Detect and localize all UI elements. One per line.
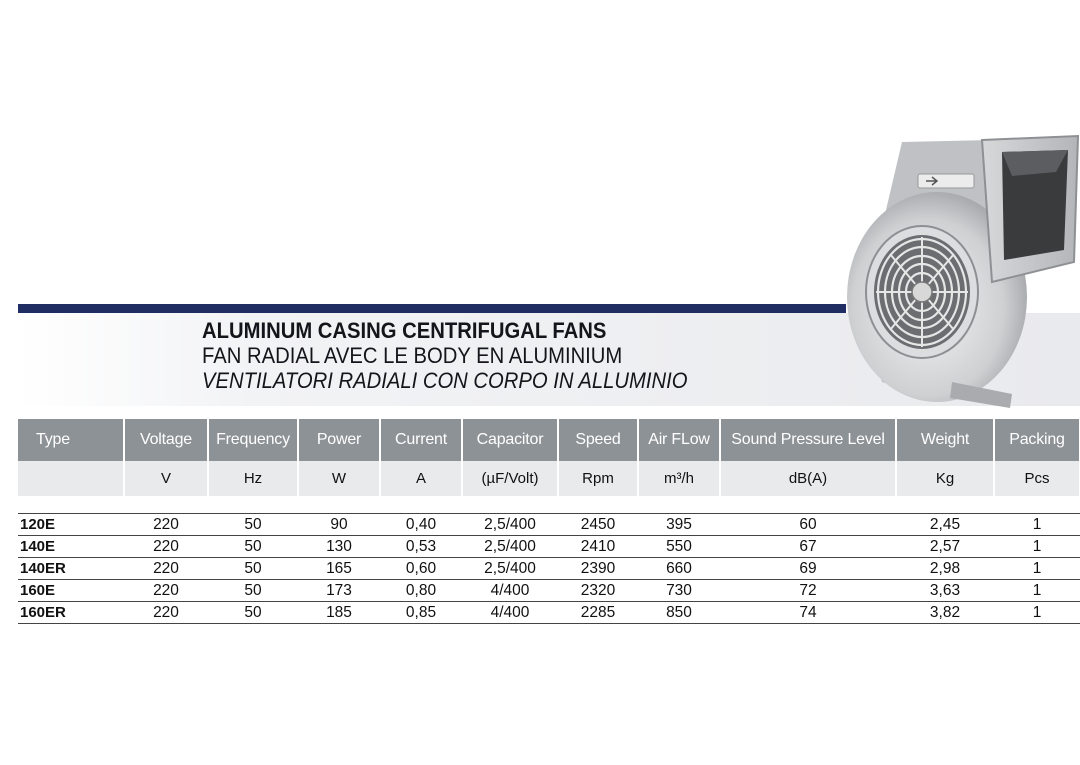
cell-voltage: 220 xyxy=(124,580,208,602)
cell-capacitor: 4/400 xyxy=(462,580,558,602)
cell-weight: 2,45 xyxy=(896,514,994,536)
cell-speed: 2390 xyxy=(558,558,638,580)
unit-capacitor: (µF/Volt) xyxy=(462,461,558,496)
cell-current: 0,53 xyxy=(380,536,462,558)
cell-speed: 2320 xyxy=(558,580,638,602)
centrifugal-fan-image xyxy=(842,132,1080,414)
specifications-table xyxy=(18,419,1080,624)
title-english: ALUMINUM CASING CENTRIFUGAL FANS xyxy=(202,318,607,343)
header-air-flow: Air FLow xyxy=(638,419,720,461)
cell-frequency: 50 xyxy=(208,536,298,558)
unit-voltage: V xyxy=(124,461,208,496)
cell-sound-pressure: 69 xyxy=(720,558,896,580)
cell-type: 120E xyxy=(18,514,124,536)
cell-power: 185 xyxy=(298,602,380,624)
cell-sound-pressure: 74 xyxy=(720,602,896,624)
unit-current: A xyxy=(380,461,462,496)
header-current: Current xyxy=(380,419,462,461)
cell-weight: 3,63 xyxy=(896,580,994,602)
cell-power: 130 xyxy=(298,536,380,558)
header-sound-pressure: Sound Pressure Level xyxy=(720,419,896,461)
cell-packing: 1 xyxy=(994,580,1080,602)
cell-speed: 2450 xyxy=(558,514,638,536)
header-voltage: Voltage xyxy=(124,419,208,461)
cell-power: 165 xyxy=(298,558,380,580)
cell-current: 0,85 xyxy=(380,602,462,624)
table-spacer xyxy=(18,496,1080,514)
table-row xyxy=(18,514,1080,536)
cell-capacitor: 2,5/400 xyxy=(462,514,558,536)
cell-packing: 1 xyxy=(994,536,1080,558)
cell-air-flow: 550 xyxy=(638,536,720,558)
cell-type: 160E xyxy=(18,580,124,602)
header-packing: Packing xyxy=(994,419,1080,461)
unit-sound-pressure: dB(A) xyxy=(720,461,896,496)
table-row xyxy=(18,580,1080,602)
cell-sound-pressure: 67 xyxy=(720,536,896,558)
table-units-row xyxy=(18,461,1080,496)
unit-packing: Pcs xyxy=(994,461,1080,496)
title-block xyxy=(202,318,687,393)
unit-air-flow: m³/h xyxy=(638,461,720,496)
cell-power: 90 xyxy=(298,514,380,536)
cell-air-flow: 660 xyxy=(638,558,720,580)
cell-sound-pressure: 60 xyxy=(720,514,896,536)
cell-frequency: 50 xyxy=(208,580,298,602)
cell-frequency: 50 xyxy=(208,558,298,580)
cell-frequency: 50 xyxy=(208,602,298,624)
cell-capacitor: 2,5/400 xyxy=(462,536,558,558)
unit-power: W xyxy=(298,461,380,496)
header-speed: Speed xyxy=(558,419,638,461)
table-row xyxy=(18,536,1080,558)
title-french: FAN RADIAL AVEC LE BODY EN ALUMINIUM xyxy=(202,343,623,368)
unit-frequency: Hz xyxy=(208,461,298,496)
cell-current: 0,60 xyxy=(380,558,462,580)
cell-packing: 1 xyxy=(994,514,1080,536)
cell-capacitor: 2,5/400 xyxy=(462,558,558,580)
unit-speed: Rpm xyxy=(558,461,638,496)
cell-voltage: 220 xyxy=(124,602,208,624)
header-capacitor: Capacitor xyxy=(462,419,558,461)
table-row xyxy=(18,558,1080,580)
cell-packing: 1 xyxy=(994,558,1080,580)
header-frequency: Frequency xyxy=(208,419,298,461)
title-italian: VENTILATORI RADIALI CON CORPO IN ALLUMINIO xyxy=(202,368,688,393)
cell-type: 140ER xyxy=(18,558,124,580)
cell-weight: 3,82 xyxy=(896,602,994,624)
cell-packing: 1 xyxy=(994,602,1080,624)
header-accent-bar xyxy=(18,304,846,313)
cell-air-flow: 730 xyxy=(638,580,720,602)
cell-weight: 2,57 xyxy=(896,536,994,558)
cell-sound-pressure: 72 xyxy=(720,580,896,602)
cell-voltage: 220 xyxy=(124,558,208,580)
unit-weight: Kg xyxy=(896,461,994,496)
cell-frequency: 50 xyxy=(208,514,298,536)
cell-current: 0,40 xyxy=(380,514,462,536)
cell-type: 160ER xyxy=(18,602,124,624)
header-type: Type xyxy=(18,419,124,461)
cell-voltage: 220 xyxy=(124,514,208,536)
cell-voltage: 220 xyxy=(124,536,208,558)
header-weight: Weight xyxy=(896,419,994,461)
table-header-row xyxy=(18,419,1080,461)
cell-speed: 2410 xyxy=(558,536,638,558)
header-power: Power xyxy=(298,419,380,461)
cell-type: 140E xyxy=(18,536,124,558)
cell-air-flow: 850 xyxy=(638,602,720,624)
cell-power: 173 xyxy=(298,580,380,602)
cell-current: 0,80 xyxy=(380,580,462,602)
unit-type xyxy=(18,461,124,496)
cell-capacitor: 4/400 xyxy=(462,602,558,624)
cell-weight: 2,98 xyxy=(896,558,994,580)
cell-air-flow: 395 xyxy=(638,514,720,536)
cell-speed: 2285 xyxy=(558,602,638,624)
table-row xyxy=(18,602,1080,624)
